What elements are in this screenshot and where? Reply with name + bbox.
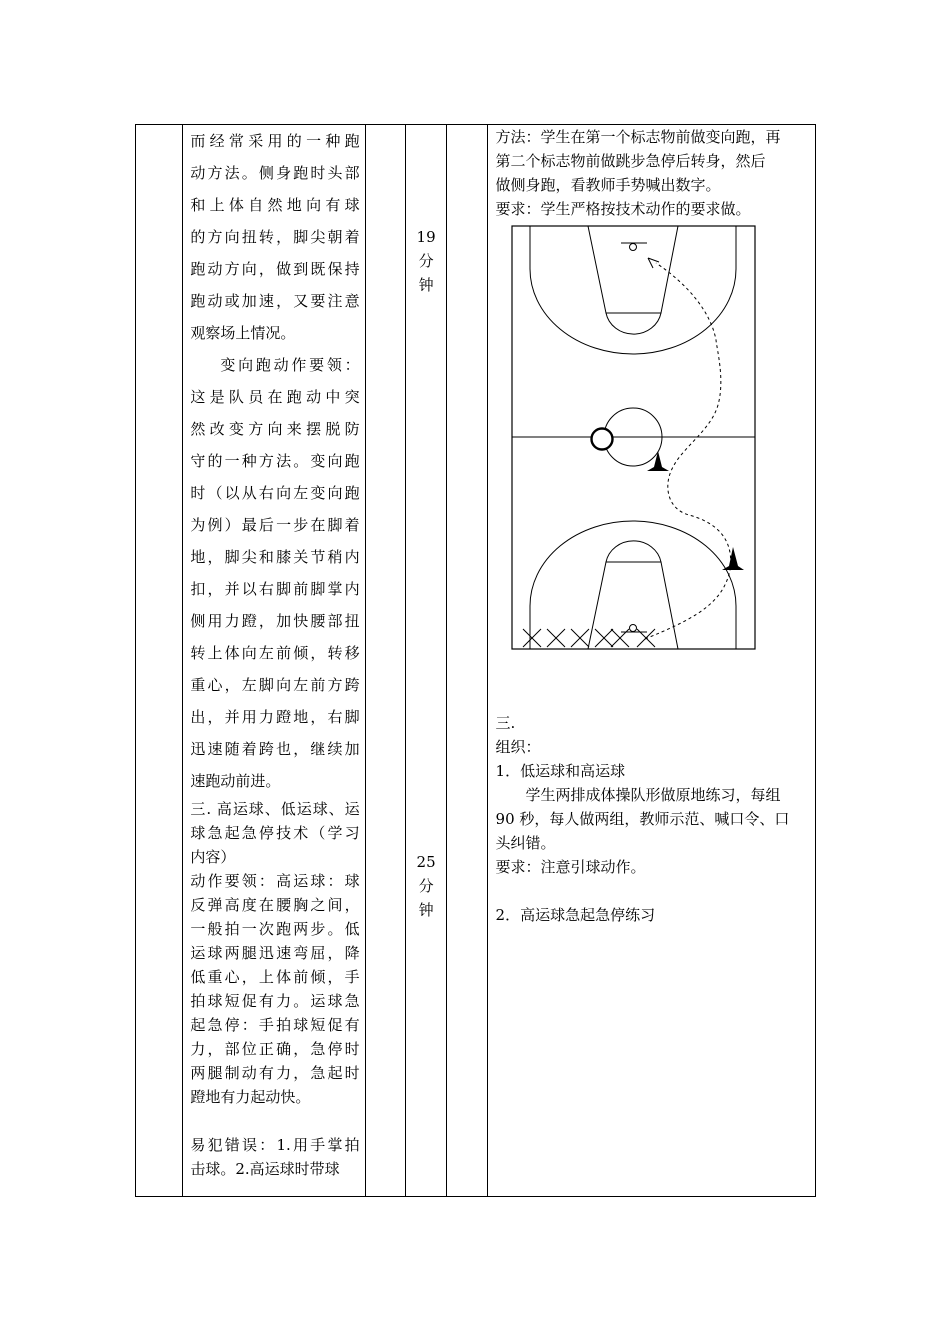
ball-icon <box>591 429 612 450</box>
blank-column-cell <box>136 125 183 1197</box>
method-organization <box>488 125 815 927</box>
lesson-plan-table <box>135 124 816 1197</box>
teaching-content <box>183 125 364 1181</box>
section-3-title-line: 内容） <box>190 848 236 866</box>
method-text-line: 第二个标志物前做跳步急停后转身，然后 <box>495 152 766 170</box>
table-row <box>136 125 816 1197</box>
cone-marker-icon <box>647 451 669 471</box>
change-direction-text-line: 扣，并以右脚前脚掌内 <box>190 580 360 598</box>
top-free-throw-semicircle <box>606 313 661 334</box>
time-allocation <box>406 225 446 922</box>
change-direction-text-line: 速跑动前进。 <box>190 772 281 790</box>
basketball-court-diagram <box>511 225 757 653</box>
time-25-unit-2: 钟 <box>418 901 434 919</box>
essentials-text-line: 运球两腿迅速弯屈，降 <box>190 944 360 962</box>
method-text-line: 要求：学生严格按技术动作的要求做。 <box>495 200 751 218</box>
side-run-text-line: 观察场上情况。 <box>190 324 296 342</box>
common-errors-text-line: 击球。2.高运球时带球 <box>190 1160 340 1178</box>
change-direction-text-line: 守的一种方法。变向跑 <box>190 452 360 470</box>
change-direction-text-line: 侧用力蹬，加快腰部扭 <box>190 612 360 630</box>
item-2-heading: 2．高运球急起急停练习 <box>495 906 656 924</box>
essentials-text-line: 起急停：手拍球短促有 <box>190 1016 360 1034</box>
section-3-heading: 三. <box>495 714 516 732</box>
common-errors-text-line: 易犯错误：1.用手掌拍 <box>190 1136 360 1154</box>
time-25-unit-1: 分 <box>418 877 434 895</box>
essentials-text-line: 低重心，上体前倾，手 <box>190 968 360 986</box>
change-direction-text-line: 出，并用力蹬地，右脚 <box>190 708 360 726</box>
requirement-2: 要求：注意引球动作。 <box>495 858 646 876</box>
item-1-text-line: 头纠错。 <box>495 834 556 852</box>
change-direction-text-line: 这是队员在跑动中突 <box>190 388 360 406</box>
change-direction-text-line: 重心，左脚向左前方跨 <box>190 676 360 694</box>
essentials-text-line: 蹬地有力起动快。 <box>190 1088 311 1106</box>
item-1-heading: 1．低运球和高运球 <box>495 762 626 780</box>
essentials-text-line: 两腿制动有力，急起时 <box>190 1064 360 1082</box>
arrow-head-icon <box>648 258 659 268</box>
blank-column-cell <box>447 125 487 1197</box>
method-text-line: 做侧身跑，看教师手势喊出数字。 <box>495 176 721 194</box>
side-run-text-line: 而经常采用的一种跑 <box>190 132 360 150</box>
section-3-title-line: 球急起急停技术（学习 <box>190 824 360 842</box>
essentials-text-line: 拍球短促有力。运球急 <box>190 992 360 1010</box>
side-run-text-line: 的方向扭转，脚尖朝着 <box>190 228 360 246</box>
side-run-text-line: 和上体自然地向有球 <box>190 196 360 214</box>
time-25-number: 25 <box>416 853 436 871</box>
content-cell <box>183 125 365 1197</box>
change-direction-text-line: 为例）最后一步在脚着 <box>190 516 360 534</box>
change-direction-text-line: 迅速随着跨也，继续加 <box>190 740 360 758</box>
bottom-free-throw-semicircle <box>606 541 661 562</box>
organization-label: 组织： <box>495 738 541 756</box>
item-1-text-line: 90 秒，每人做两组，教师示范、喊口令、口 <box>495 810 790 828</box>
change-direction-text-line: 地，脚尖和膝关节稍内 <box>190 548 360 566</box>
time-cell <box>405 125 446 1197</box>
change-direction-text-line: 变向跑动作要领： <box>220 356 360 374</box>
essentials-text-line: 反弹高度在腰胸之间， <box>190 896 360 914</box>
change-direction-text-line: 时（以从右向左变向跑 <box>190 484 360 502</box>
item-1-text-line: 学生两排成体操队形做原地练习，每组 <box>525 786 781 804</box>
top-hoop <box>629 244 636 251</box>
time-19-unit-1: 分 <box>418 252 434 270</box>
item-1-text <box>496 783 811 855</box>
essentials-text-line: 一般拍一次跑两步。低 <box>190 920 360 938</box>
blank-column-cell <box>365 125 405 1197</box>
section-3-title-line: 三. 高运球、低运球、运 <box>190 800 360 818</box>
side-run-text-line: 跑动或加速，又要注意 <box>190 292 360 310</box>
time-19-unit-2: 钟 <box>418 276 434 294</box>
time-19-number: 19 <box>416 228 436 246</box>
bottom-hoop <box>629 625 636 632</box>
side-run-text-line: 动方法。侧身跑时头部 <box>190 164 360 182</box>
method-text-line: 方法：学生在第一个标志物前做变向跑，再 <box>495 128 781 146</box>
essentials-text-line: 力，部位正确，急停时 <box>190 1040 360 1058</box>
change-direction-text-line: 然改变方向来摆脱防 <box>190 420 360 438</box>
method-text <box>496 125 811 221</box>
cone-marker-icon <box>722 547 744 570</box>
change-direction-text-line: 转上体向左前倾，转移 <box>190 644 360 662</box>
essentials-text-line: 动作要领：高运球：球 <box>190 872 360 890</box>
method-cell <box>487 125 815 1197</box>
side-run-text-line: 跑动方向，做到既保持 <box>190 260 360 278</box>
